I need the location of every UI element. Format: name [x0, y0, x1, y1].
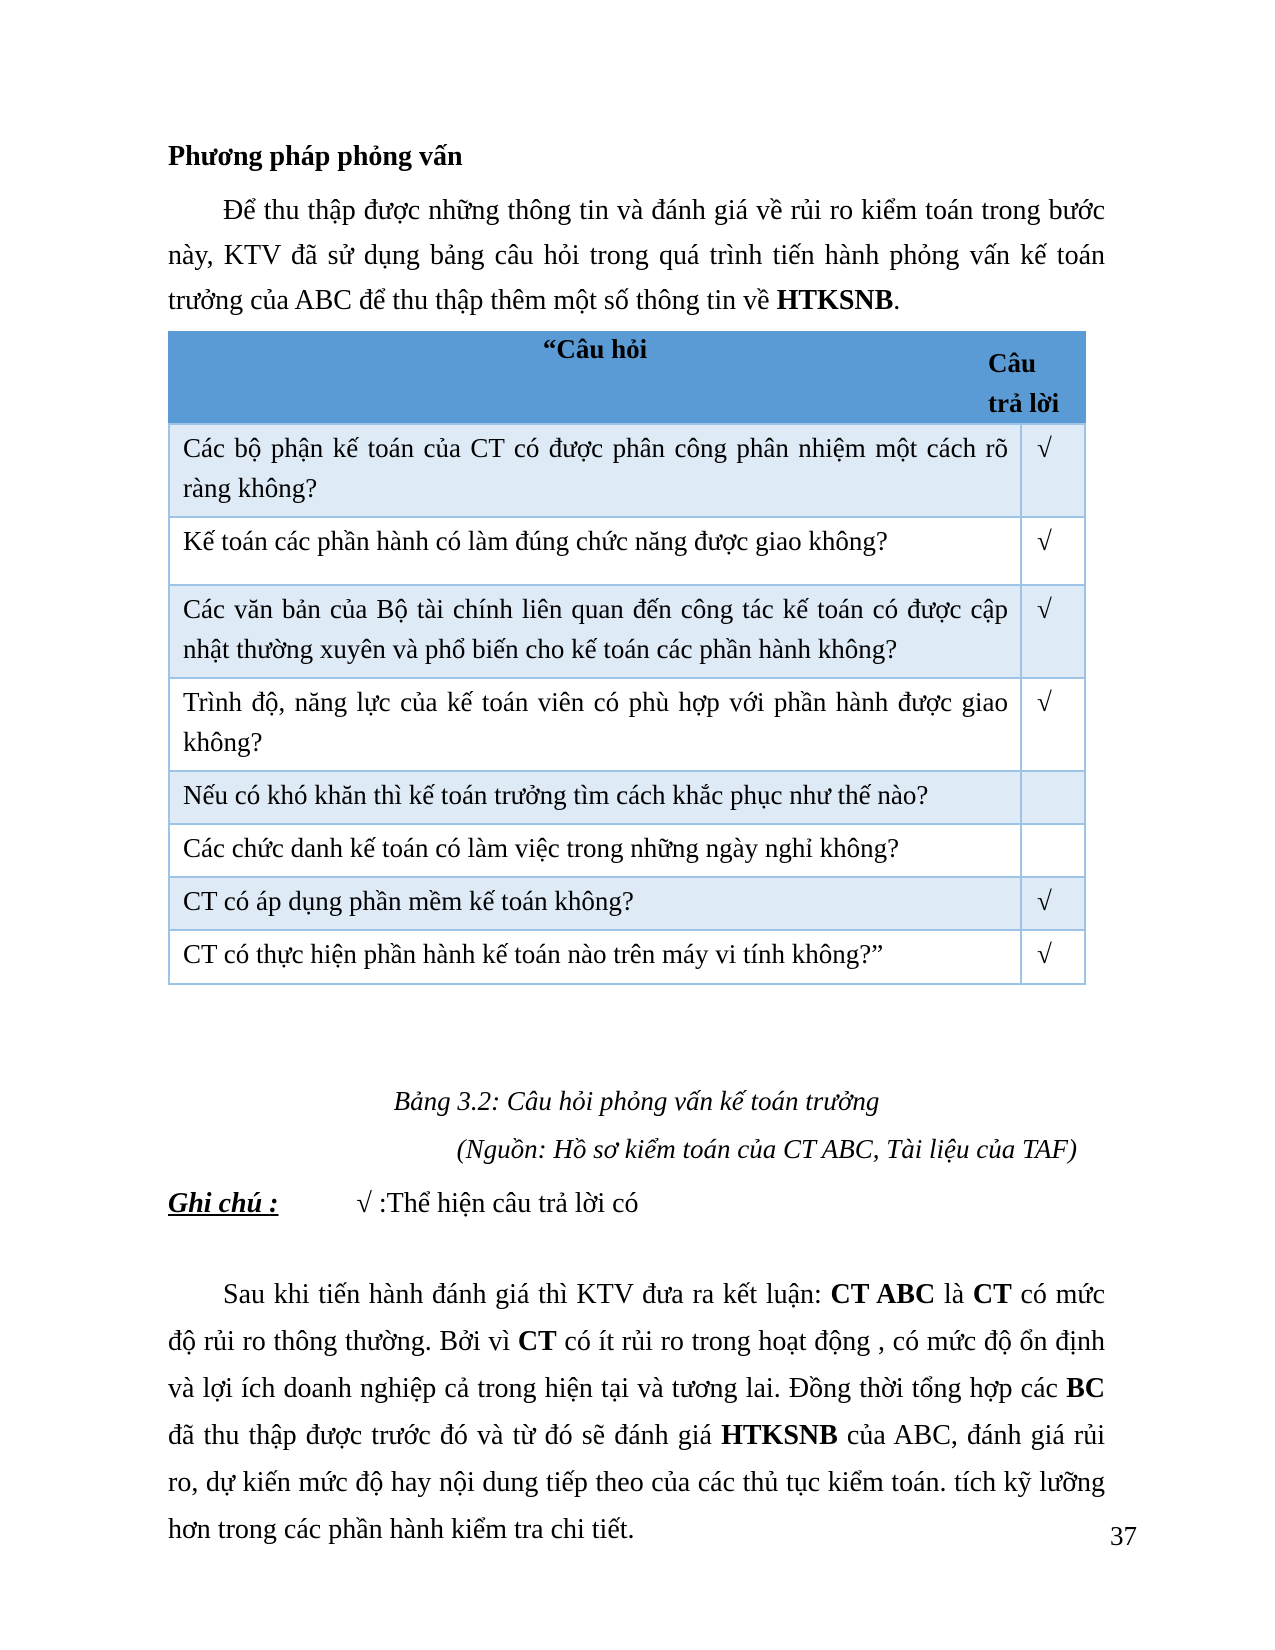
question-cell: Các chức danh kế toán có làm việc trong những ngày nghỉ không? — [169, 824, 1021, 877]
answer-cell: √ — [1021, 517, 1085, 585]
table-row — [169, 930, 1085, 984]
answer-cell: √ — [1021, 877, 1085, 930]
bold-text: CT ABC — [830, 1279, 936, 1310]
question-cell: Nếu có khó khăn thì kế toán trưởng tìm cách khắc phục như thế nào? — [169, 771, 1021, 824]
table-row — [169, 585, 1085, 678]
answer-cell: √ — [1021, 930, 1085, 984]
conclusion-paragraph — [168, 1271, 1105, 1553]
table-row — [169, 517, 1085, 585]
note-text: :Thể hiện câu trả lời có — [371, 1188, 639, 1219]
question-cell: Trình độ, năng lực của kế toán viên có phù hợp với phần hành được giao không? — [169, 678, 1021, 771]
text-segment: Để thu thập được những thông tin và đánh giá về rủi ro kiểm toán trong bước này, KTV đã sử dụng bảng câu hỏi trong quá trình tiến hành phỏng vấn kế toán trưởng của ABC để thu thập thêm một số thông tin về — [168, 195, 1105, 316]
bold-text: HTKSNB — [721, 1420, 838, 1451]
question-cell: Kế toán các phần hành có làm đúng chức năng được giao không? — [169, 517, 1021, 585]
question-cell: Các văn bản của Bộ tài chính liên quan đến công tác kế toán có được cập nhật thường xuyên và phổ biến cho kế toán các phần hành không? — [169, 585, 1021, 678]
table-row — [169, 824, 1085, 877]
answer-cell: √ — [1021, 585, 1085, 678]
answer-cell — [1021, 771, 1085, 824]
note-line — [168, 1183, 1105, 1225]
text-segment: . — [893, 285, 901, 316]
check-mark-symbol: √ — [356, 1188, 372, 1219]
note-label: Ghi chú : — [168, 1188, 279, 1219]
section-heading: Phương pháp phỏng vấn — [168, 141, 463, 172]
table-source: (Nguồn: Hồ sơ kiểm toán của CT ABC, Tài liệu của TAF) — [456, 1134, 1077, 1164]
intro-paragraph — [168, 188, 1105, 323]
table-row — [169, 678, 1085, 771]
bold-text: HTKSNB — [776, 285, 894, 316]
table-row — [169, 877, 1085, 930]
page-number: 37 — [1110, 1521, 1137, 1551]
answer-cell: √ — [1021, 424, 1085, 517]
table-row — [169, 771, 1085, 824]
table-row — [169, 424, 1085, 517]
question-column-header: “Câu hỏi — [169, 332, 1021, 424]
answer-header-line1: Câu — [988, 348, 1037, 378]
answer-cell: √ — [1021, 678, 1085, 771]
table-header — [169, 332, 1085, 424]
question-cell: CT có áp dụng phần mềm kế toán không? — [169, 877, 1021, 930]
table-body — [169, 424, 1085, 984]
table-caption: Bảng 3.2: Câu hỏi phỏng vấn kế toán trưởng — [393, 1086, 880, 1116]
caption-block — [168, 1081, 1105, 1225]
bold-text: BC — [1066, 1373, 1105, 1404]
bold-text: CT — [517, 1326, 557, 1357]
bold-text: CT — [972, 1279, 1012, 1310]
answer-cell — [1021, 824, 1085, 877]
question-cell: CT có thực hiện phần hành kế toán nào trên máy vi tính không?” — [169, 930, 1021, 984]
questionnaire-table — [168, 331, 1086, 985]
answer-column-header — [988, 332, 1085, 424]
text-segment: là — [935, 1279, 973, 1310]
text-segment: Sau khi tiến hành đánh giá thì KTV đưa ra kết luận: — [223, 1279, 831, 1310]
text-segment: của ABC, đánh giá rủi ro, dự kiến mức độ hay nội dung tiếp theo của các thủ tục kiểm toán. tích kỹ lưỡng hơn trong các phần hành kiểm tra chi tiết. — [168, 1420, 1106, 1545]
answer-header-line2: trả lời — [988, 388, 1060, 418]
text-segment: có mức độ rủi ro thông thường. Bởi vì — [168, 1279, 1106, 1357]
text-segment: đã thu thập được trước đó và từ đó sẽ đánh giá — [168, 1420, 722, 1451]
text-segment: có ít rủi ro trong hoạt động , có mức độ ổn định và lợi ích doanh nghiệp cả trong hiện tại và tương lai. Đồng thời tổng hợp các — [168, 1326, 1105, 1404]
question-cell: Các bộ phận kế toán của CT có được phân công phân nhiệm một cách rõ ràng không? — [169, 424, 1021, 517]
